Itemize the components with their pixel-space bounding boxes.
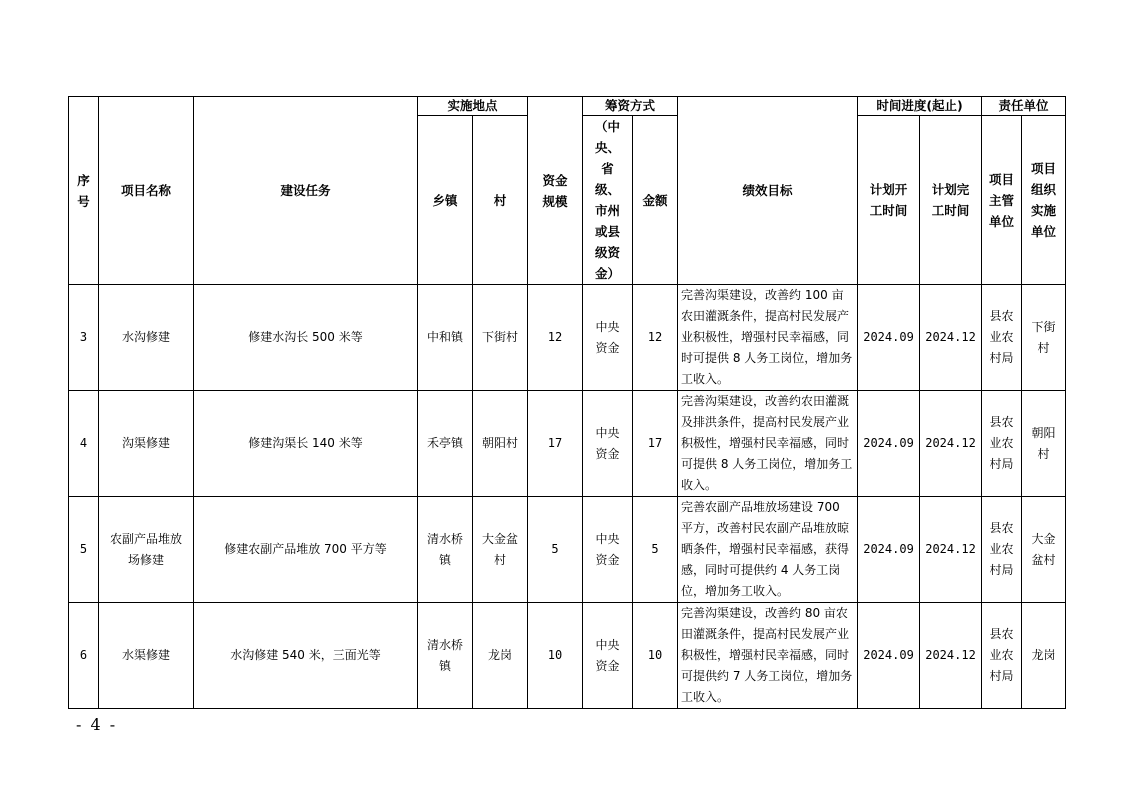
cell-seq: 6 [69,603,99,709]
cell-fund-scale: 10 [528,603,583,709]
cell-fund-source: 中央资金 [583,391,633,497]
cell-amount: 12 [633,285,678,391]
cell-fund-scale: 12 [528,285,583,391]
cell-fund-scale: 5 [528,497,583,603]
cell-task: 修建农副产品堆放 700 平方等 [194,497,418,603]
cell-fund-source: 中央资金 [583,285,633,391]
cell-amount: 10 [633,603,678,709]
cell-plan-end: 2024.12 [920,603,982,709]
cell-seq: 5 [69,497,99,603]
cell-dept: 县农业农村局 [982,285,1022,391]
cell-dept: 县农业农村局 [982,603,1022,709]
header-plan-start: 计划开工时间 [858,116,920,285]
cell-seq: 3 [69,285,99,391]
cell-task: 修建沟渠长 140 米等 [194,391,418,497]
cell-plan-end: 2024.12 [920,391,982,497]
header-town: 乡镇 [418,116,473,285]
header-task: 建设任务 [194,97,418,285]
table-row [69,285,1066,391]
cell-plan-end: 2024.12 [920,285,982,391]
cell-fund-source: 中央资金 [583,497,633,603]
page-number: - 4 - [76,715,118,734]
cell-task: 修建水沟长 500 米等 [194,285,418,391]
cell-town: 中和镇 [418,285,473,391]
cell-amount: 17 [633,391,678,497]
cell-dept: 县农业农村局 [982,497,1022,603]
cell-fund-scale: 17 [528,391,583,497]
table-row [69,603,1066,709]
cell-town: 禾亭镇 [418,391,473,497]
cell-performance: 完善沟渠建设，改善约 80 亩农田灌溉条件，提高村民发展产业积极性，增强村民幸福感，同时可提供约 7 人务工岗位，增加务工收入。 [678,603,858,709]
header-dept: 项目主管单位 [982,116,1022,285]
project-table [68,96,1066,709]
header-funding-method: 筹资方式 [583,97,678,116]
cell-seq: 4 [69,391,99,497]
table-row [69,497,1066,603]
cell-org: 下街村 [1022,285,1066,391]
cell-performance: 完善沟渠建设，改善约 100 亩农田灌溉条件，提高村民发展产业积极性，增强村民幸福感，同时可提供 8 人务工岗位，增加务工收入。 [678,285,858,391]
cell-village: 龙岗 [473,603,528,709]
cell-fund-source: 中央资金 [583,603,633,709]
cell-org: 龙岗 [1022,603,1066,709]
cell-org: 大金盆村 [1022,497,1066,603]
cell-town: 清水桥镇 [418,497,473,603]
header-location: 实施地点 [418,97,528,116]
cell-village: 下街村 [473,285,528,391]
cell-performance: 完善农副产品堆放场建设 700 平方，改善村民农副产品堆放晾晒条件，增强村民幸福感，获得感，同时可提供约 4 人务工岗位，增加务工收入。 [678,497,858,603]
header-fund-source: （中央、省级、市州或县级资金） [583,116,633,285]
cell-dept: 县农业农村局 [982,391,1022,497]
cell-amount: 5 [633,497,678,603]
cell-project-name: 沟渠修建 [99,391,194,497]
cell-plan-start: 2024.09 [858,603,920,709]
header-responsible: 责任单位 [982,97,1066,116]
header-fund-scale: 资金规模 [528,97,583,285]
header-performance: 绩效目标 [678,97,858,285]
cell-performance: 完善沟渠建设，改善约农田灌溉及排洪条件，提高村民发展产业积极性，增强村民幸福感，同时可提供 8 人务工岗位，增加务工收入。 [678,391,858,497]
header-amount: 金额 [633,116,678,285]
cell-org: 朝阳村 [1022,391,1066,497]
cell-project-name: 农副产品堆放场修建 [99,497,194,603]
cell-village: 朝阳村 [473,391,528,497]
cell-project-name: 水渠修建 [99,603,194,709]
cell-town: 清水桥镇 [418,603,473,709]
cell-plan-start: 2024.09 [858,497,920,603]
cell-plan-end: 2024.12 [920,497,982,603]
cell-task: 水沟修建 540 米，三面光等 [194,603,418,709]
cell-project-name: 水沟修建 [99,285,194,391]
header-project-name: 项目名称 [99,97,194,285]
header-village: 村 [473,116,528,285]
header-schedule: 时间进度(起止) [858,97,982,116]
header-org: 项目组织实施单位 [1022,116,1066,285]
cell-plan-start: 2024.09 [858,285,920,391]
cell-village: 大金盆村 [473,497,528,603]
header-seq: 序号 [69,97,99,285]
table-row [69,391,1066,497]
header-plan-end: 计划完工时间 [920,116,982,285]
header-row-1 [69,97,1066,116]
cell-plan-start: 2024.09 [858,391,920,497]
